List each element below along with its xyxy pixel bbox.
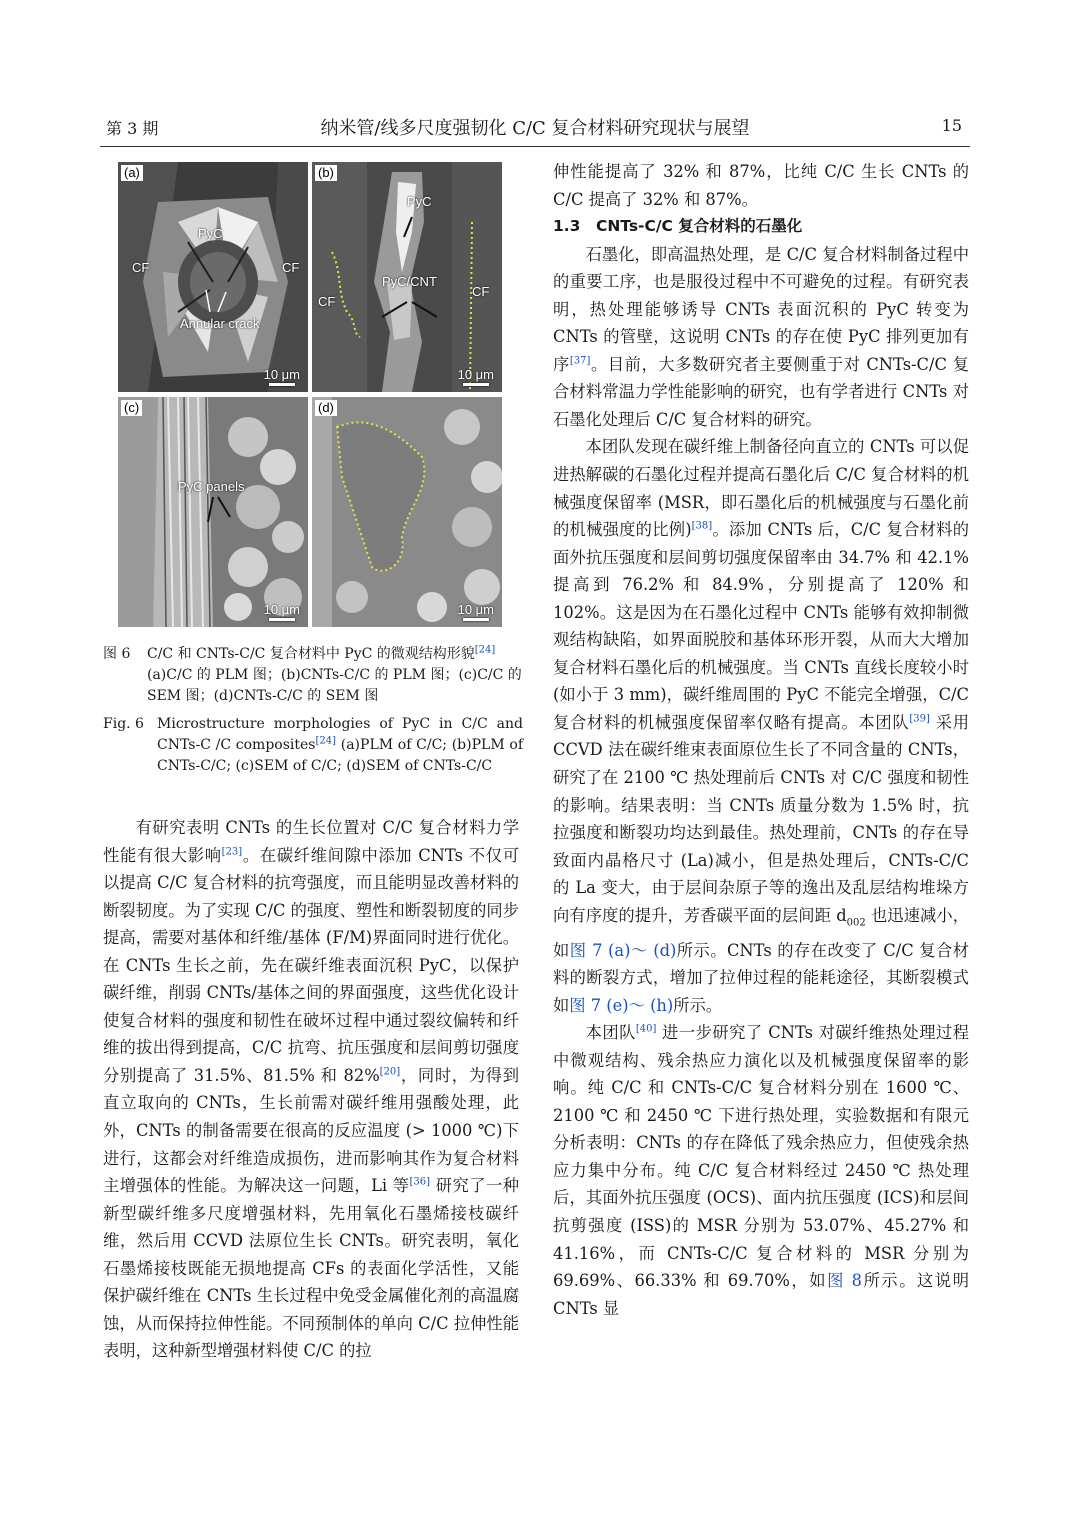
ref-40[interactable]: [40]	[635, 1023, 657, 1035]
ref-23[interactable]: [23]	[221, 846, 243, 858]
right-column	[553, 158, 969, 1322]
paragraph-graphitization: 石墨化，即高温热处理，是 C/C 复合材料制备过程中的重要工序，也是服役过程中不可避免的过程。有研究表明，热处理能够诱导 CNTs 表面沉积的 PyC 转变为 CNTs 的管壁，这说明 CNTs 的存在使 PyC 排列更加有序[37]。目前，大多数研究者主要侧重于对 CNTs-C/C 复合材料常温力学性能影响的研究，也有学者进行 CNTs 对石墨化处理后 C/C 复合材料的研究。	[553, 244, 969, 429]
figure-caption-cn	[103, 644, 523, 707]
panel-b-tag: (b)	[315, 165, 337, 181]
running-title: 纳米管/线多尺度强韧化 C/C 复合材料研究现状与展望	[320, 118, 750, 139]
paragraph-team-findings: 本团队发现在碳纤维上制备径向直立的 CNTs 可以促进热解碳的石墨化过程并提高石墨化后 C/C 复合材料的机械强度保留率 (MSR，即石墨化后的机械强度与石墨化前的机械强度的比例)[38]。添加 CNTs 后，C/C 复合材料的面外抗压强度和层间剪切强度保留率由 34.7% 和 42.1% 提高到 76.2% 和 84.9%，分别提高了 120% 和 102%。这是因为在石墨化过程中 CNTs 能够有效抑制微观结构缺陷，如界面脱胶和基体环形开裂，从而大大增加复合材料石墨化后的机械强度。当 CNTs 直线长度较小时 (如小于 3 mm)，碳纤维周围的 PyC 不能完全增强，C/C 复合材料的机械强度保留率仅略有提高。本团队[39] 采用 CCVD 法在碳纤维束表面原位生长了不同含量的 CNTs，研究了在 2100 ℃ 热处理前后 CNTs 对 C/C 强度和韧性的影响。结果表明：当 CNTs 质量分数为 1.5% 时，抗拉强度和断裂功均达到最佳。热处理前，CNTs 的存在导致面内晶格尺寸 (La)减小，但是热处理后，CNTs-C/C 的 La 变大，由于层间杂原子等的逸出及乱层结构堆垛方向有序度的提升，芳香碳平面的层间距 $d_{002}$ 也迅速减小，如图 7 (a)～ (d)所示。CNTs 的存在改变了 C/C 复合材料的断裂方式，增加了拉伸过程的能耗途径，其断裂模式如图 7 (e)～ (h)所示。	[553, 437, 969, 1015]
panel-a-label-pyc: PyC	[198, 226, 223, 241]
caption-cn-number: 图 6	[103, 646, 131, 662]
paragraph-cnt-growth-position: 有研究表明 CNTs 的生长位置对 C/C 复合材料力学性能有很大影响[23]。在碳纤维间隙中添加 CNTs 不仅可以提高 C/C 复合材料的抗弯强度，而且能明显改善材料的断裂韧度。为了实现 C/C 的强度、塑性和断裂韧度的同步提高，需要对基体和纤维/基体 (F/M)界面同时进行优化。在 CNTs 生长之前，先在碳纤维表面沉积 PyC，以保护碳纤维，削弱 CNTs/基体之间的界面强度，这些优化设计使复合材料的强度和韧性在破坏过程中通过裂纹偏转和纤维的拔出得到提高，C/C 抗弯、抗压强度和层间剪切强度分别提高了 31.5%、81.5% 和 82%[20]，同时，为得到直立取向的 CNTs，生长前需对碳纤维用强酸处理，此外，CNTs 的制备需要在很高的反应温度 (> 1000 ℃)下进行，这都会对纤维造成损伤，进而影响其作为复合材料主增强体的性能。为解决这一问题，Li 等[36] 研究了一种新型碳纤维多尺度增强材料，先用氧化石墨烯接枝碳纤维，然后用 CCVD 法原位生长 CNTs。研究表明，氧化石墨烯接枝既能无损地提高 CFs 的表面化学活性，又能保护碳纤维在 CNTs 生长过程中免受金属催化剂的高温腐蚀，从而保持拉伸性能。不同预制体的单向 C/C 拉伸性能表明，这种新型增强材料使 C/C 的拉	[103, 818, 519, 1361]
panel-b-micrograph	[312, 162, 502, 392]
panel-b-scale-bar: 10 μm	[458, 367, 494, 386]
caption-cn-ref[interactable]: [24]	[474, 644, 496, 656]
panel-a-label-cf-right: CF	[282, 260, 300, 275]
caption-en-title: Microstructure morphologies of PyC in C/C and CNTs-C /C composites	[157, 716, 523, 753]
running-header	[100, 112, 970, 147]
link-figure-8[interactable]: 图 8	[827, 1271, 863, 1291]
panel-c-micrograph	[118, 397, 308, 627]
page-number: 15	[941, 116, 962, 135]
link-figure-7-e-h[interactable]: 图 7 (e)～ (h)	[569, 995, 674, 1015]
ref-38[interactable]: [38]	[691, 520, 713, 532]
caption-cn-title: C/C 和 CNTs-C/C 复合材料中 PyC 的微观结构形貌	[147, 646, 475, 662]
panel-c-tag: (c)	[121, 400, 142, 416]
panel-d-micrograph	[312, 397, 502, 627]
panel-a-tag: (a)	[121, 165, 143, 181]
panel-d-tag: (d)	[315, 400, 337, 416]
caption-cn-subcaption: (a)C/C 的 PLM 图；(b)CNTs-C/C 的 PLM 图；(c)C/C 的 SEM 图；(d)CNTs-C/C 的 SEM 图	[147, 667, 522, 704]
panel-a-label-cf-left: CF	[132, 260, 150, 275]
ref-37[interactable]: [37]	[569, 355, 591, 367]
section-heading-1-3: 1.3 CNTs-C/C 复合材料的石墨化	[553, 217, 803, 236]
panel-b-label-pyc-cnt: PyC/CNT	[382, 274, 437, 289]
panel-a-micrograph	[118, 162, 308, 392]
issue-label: 第 3 期	[106, 119, 159, 138]
panel-c-label-pyc-panels: PyC panels	[178, 479, 245, 494]
left-column	[103, 814, 519, 1365]
paragraph-team-further-study: 本团队[40] 进一步研究了 CNTs 对碳纤维热处理过程中微观结构、残余热应力演化以及机械强度保留率的影响。纯 C/C 和 CNTs-C/C 复合材料分别在 1600 ℃、2100 ℃ 和 2450 ℃ 下进行热处理，实验数据和有限元分析表明：CNTs 的存在降低了残余热应力，但使残余热应力集中分布。纯 C/C 复合材料经过 2450 ℃ 热处理后，其面外抗压强度 (OCS)、面内抗压强度 (ICS)和层间抗剪强度 (ISS)的 MSR 分别为 53.07%、45.27% 和 41.16%，而 CNTs-C/C 复合材料的 MSR 分别为 69.69%、66.33% 和 69.70%，如图 8所示。这说明 CNTs 显	[553, 1023, 969, 1318]
figure-6	[118, 162, 502, 627]
ref-39[interactable]: [39]	[909, 713, 930, 725]
panel-b-label-cf-right: CF	[472, 284, 490, 299]
link-figure-7-a-d[interactable]: 图 7 (a)～ (d)	[569, 940, 677, 960]
caption-en-ref[interactable]: [24]	[315, 735, 337, 747]
ref-36[interactable]: [36]	[409, 1176, 431, 1188]
panel-a-label-annular-crack: Annular crack	[180, 316, 260, 331]
caption-en-subcaption: (a)PLM of C/C; (b)PLM of CNTs-C/C; (c)SEM of C/C; (d)SEM of CNTs-C/C	[157, 737, 523, 774]
panel-b-label-pyc: PyC	[407, 194, 432, 209]
ref-20[interactable]: [20]	[379, 1066, 401, 1078]
paragraph-continuation: 伸性能提高了 32% 和 87%，比纯 C/C 生长 CNTs 的 C/C 提高了 32% 和 87%。	[553, 162, 969, 209]
panel-d-scale-bar: 10 μm	[458, 602, 494, 621]
figure-caption-en	[103, 714, 523, 777]
panel-b-label-cf-left: CF	[318, 294, 336, 309]
panel-c-scale-bar: 10 μm	[264, 602, 300, 621]
caption-en-number: Fig. 6	[103, 716, 144, 732]
panel-a-scale-bar: 10 μm	[264, 367, 300, 386]
